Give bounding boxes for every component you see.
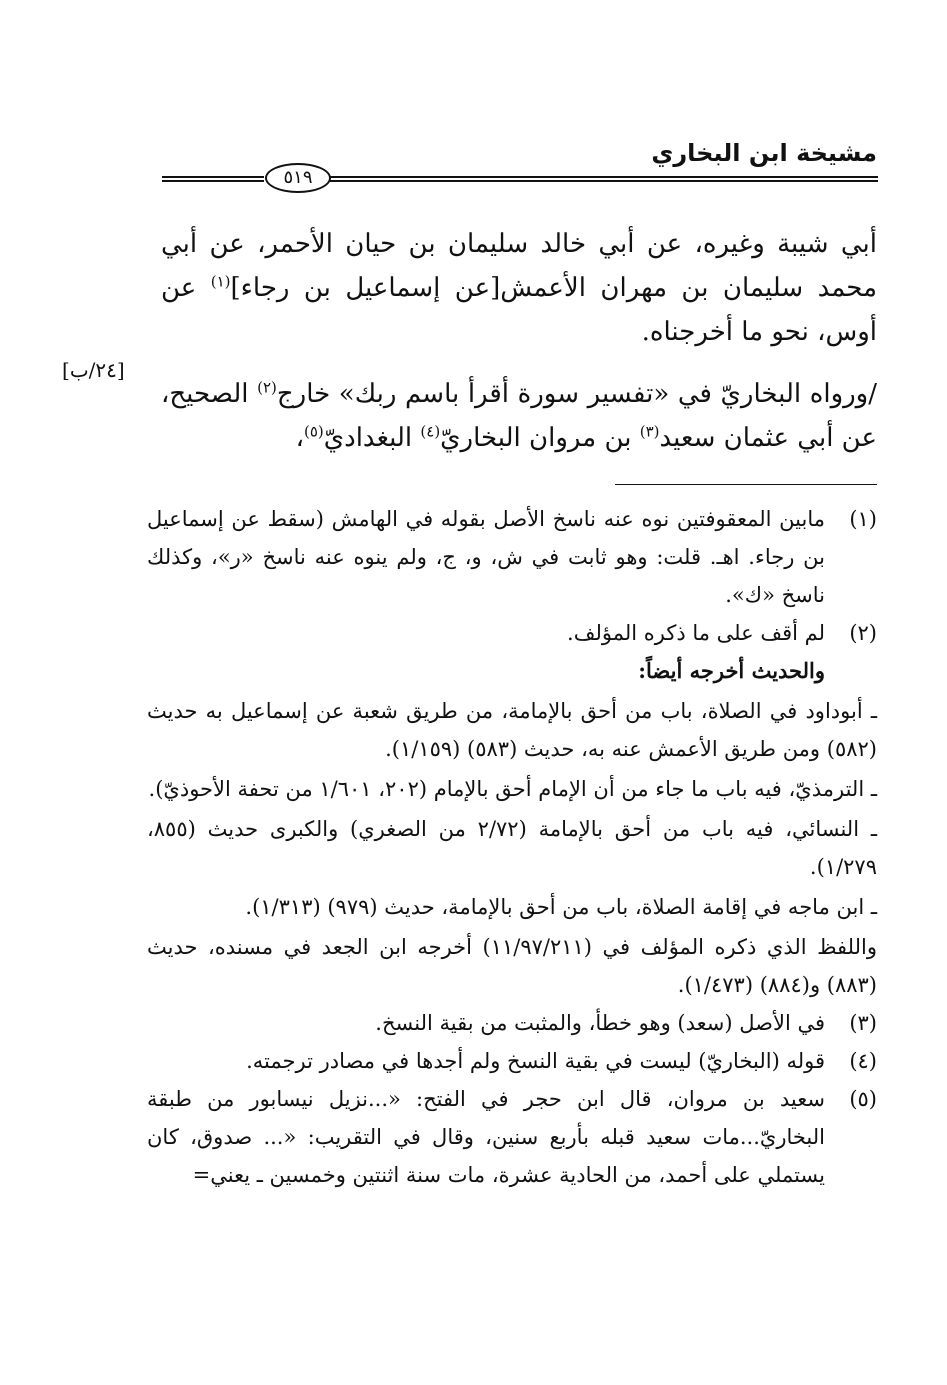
footnote-2 (147, 614, 877, 690)
footnote-text: مابين المعقوفتين نوه عنه ناسخ الأصل بقوله في الهامش (سقط عن إسماعيل بن رجاء. اهـ. قلت: وهو ثابت في ش، و، ج، ولم ينوه عنه ناسخ «ر»، وكذلك ناسخ «ك». (147, 507, 825, 607)
footnote-ref-5: (٥) (304, 422, 324, 441)
header-rule-right (330, 176, 878, 182)
page-number: ٥١٩ (265, 163, 331, 193)
main-paragraph-2 (161, 372, 877, 460)
main-p2-text-a: /ورواه البخاريّ في «تفسير سورة أقرأ باسم ربك» خارج (276, 379, 877, 409)
main-p1-text-b: عن أوس، نحو ما أخرجناه. (161, 273, 877, 347)
main-p1-text-a: أبي شيبة وغيره، عن أبي خالد سليمان بن حيان الأحمر، عن أبي محمد سليمان بن مهران الأعمش[عن إسماعيل بن رجاء] (161, 229, 878, 303)
main-p2-text-d: البغداديّ (323, 423, 421, 453)
footnote-number: (٤) (849, 1049, 877, 1073)
footnote-heading: والحديث أخرجه أيضاً: (638, 658, 825, 683)
main-text (161, 222, 877, 460)
footnote-text: لم أقف على ما ذكره المؤلف. (567, 621, 825, 645)
footnote-number: (٥) (849, 1087, 877, 1111)
footnote-text: في الأصل (سعد) وهو خطأ، والمثبت من بقية النسخ. (375, 1011, 825, 1035)
footnote-1 (147, 500, 877, 614)
footnote-3 (147, 1004, 877, 1042)
main-p2-text-b: الصحيح، عن أبي عثمان سعيد (161, 379, 877, 453)
main-paragraph-1 (161, 222, 877, 354)
footnote-divider (615, 484, 877, 485)
footnote-text: قوله (البخاريّ) ليست في بقية النسخ ولم أجدها في مصادر ترجمته. (246, 1049, 825, 1073)
footnote-2-lafz: واللفظ الذي ذكره المؤلف في (١١/٩٧/٢١١) أخرجه ابن الجعد في مسنده، حديث (٨٨٣) و(٨٨٤) (١/٤٧٣). (147, 935, 877, 997)
footnote-2-ibn-majah: ـ ابن ماجه في إقامة الصلاة، باب من أحق بالإمامة، حديث (٩٧٩) (١/٣١٣). (245, 895, 877, 919)
footnote-4 (147, 1042, 877, 1080)
footnote-ref-4: (٤) (420, 422, 441, 441)
footnote-number: (٣) (849, 1011, 877, 1035)
running-title: مشيخة ابن البخاري (651, 139, 877, 167)
main-p2-text-e: ، (295, 423, 304, 453)
footnote-2-abu-dawud: ـ أبوداود في الصلاة، باب من أحق بالإمامة، من طريق شعبة عن إسماعيل به حديث (٥٨٢) ومن طريق الأعمش عنه به، حديث (٥٨٣) (١/١٥٩). (147, 699, 877, 761)
footnote-2-tirmidhi: ـ الترمذيّ، فيه باب ما جاء من أن الإمام أحق بالإمام (٢٠٢، ١/٦٠١ من تحفة الأحوذيّ). (148, 777, 877, 801)
footnote-number: (١) (849, 507, 877, 531)
manuscript-folio-marker: [٢٤/ب] (62, 358, 125, 382)
footnote-ref-3: (٣) (639, 422, 660, 441)
footnote-2-nasai: ـ النسائي، فيه باب من أحق بالإمامة (٢/٧٢ من الصغري) والكبرى حديث (٨٥٥، ١/٢٧٩). (147, 817, 877, 879)
footnotes (147, 500, 877, 1194)
footnote-text: سعيد بن مروان، قال ابن حجر في الفتح: «...نزيل نيسابور من طبقة البخاريّ...مات سعيد قبله بأربع سنين، وقال في التقريب: «... صدوق، كان يستملي على أحمد، من الحادية عشرة، مات سنة اثنتين وخمسين ـ يعني= (147, 1087, 825, 1187)
footnote-ref-1: (١) (210, 272, 231, 291)
footnote-ref-2: (٢) (257, 378, 277, 397)
footnote-5 (147, 1080, 877, 1194)
footnote-number: (٢) (849, 621, 877, 645)
main-p2-text-c: بن مروان البخاريّ (440, 423, 640, 453)
header-rule-left (162, 176, 264, 182)
